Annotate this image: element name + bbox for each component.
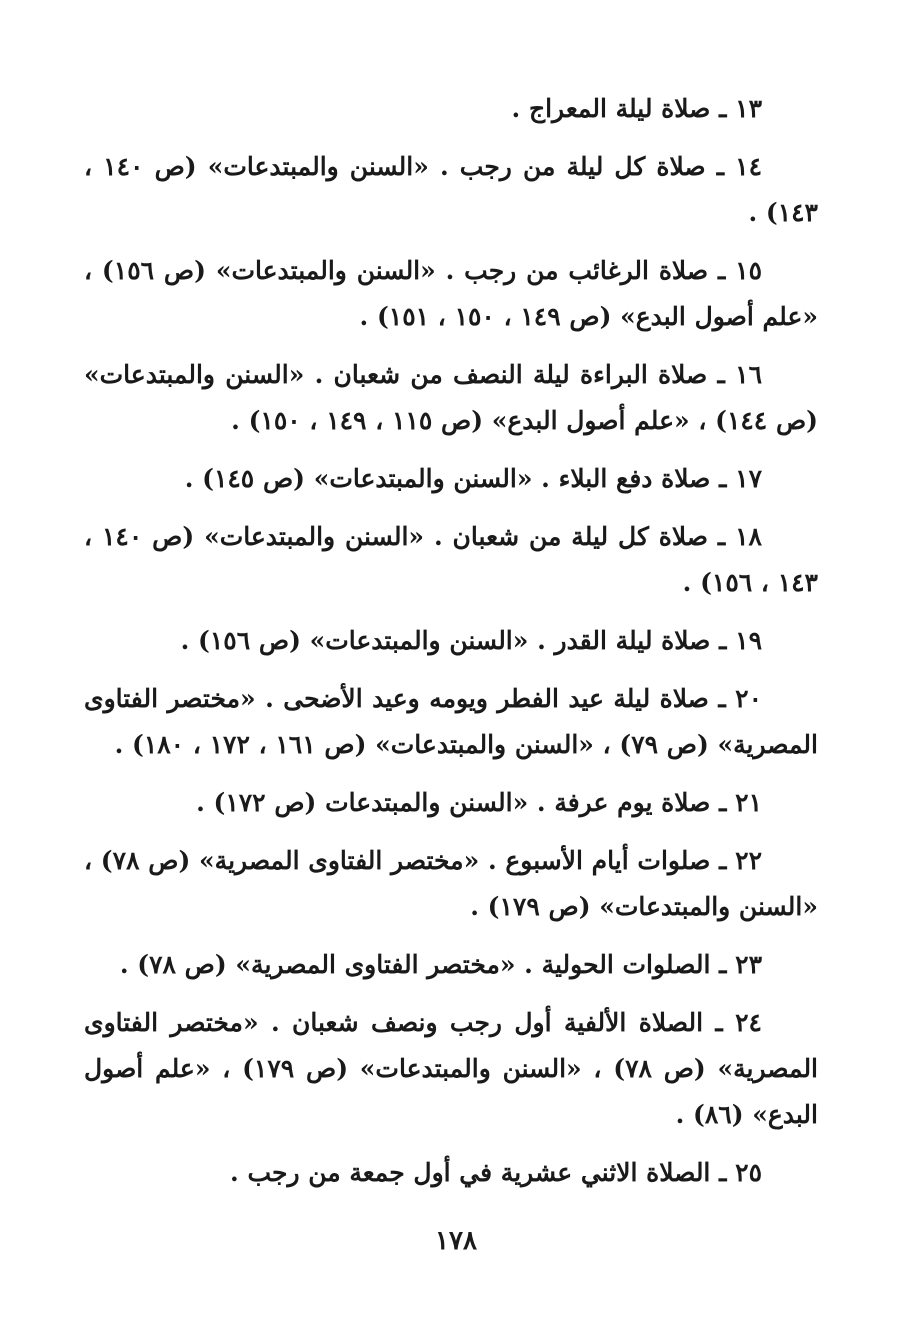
entry-number: ٢٣ ـ <box>719 950 762 979</box>
list-item <box>84 248 818 340</box>
entry-number: ٢٥ ـ <box>719 1158 762 1187</box>
entry-number: ١٦ ـ <box>717 360 762 389</box>
list-item <box>84 838 818 930</box>
list-item <box>84 942 818 988</box>
entry-text: صلاة ليلة عيد الفطر ويومه وعيد الأضحى . «مختصر الفتاوى المصرية» (ص ٧٩) ، «السنن والمبتدعات» (ص ١٦١ ، ١٧٢ ، ١٨٠) . <box>84 684 818 759</box>
entry-number: ١٧ ـ <box>719 464 762 493</box>
entry-text: صلاة كل ليلة من رجب . «السنن والمبتدعات» (ص ١٤٠ ، ١٤٣) . <box>84 152 818 227</box>
list-item <box>84 1000 818 1138</box>
entry-text: صلوات أيام الأسبوع . «مختصر الفتاوى المصرية» (ص ٧٨) ، «السنن والمبتدعات» (ص ١٧٩) . <box>84 846 818 921</box>
entry-text: صلاة كل ليلة من شعبان . «السنن والمبتدعات» (ص ١٤٠ ، ١٤٣ ، ١٥٦) . <box>84 522 818 597</box>
entry-text: الصلاة الاثني عشرية في أول جمعة من رجب . <box>230 1158 711 1187</box>
list-item <box>84 618 818 664</box>
entry-text: صلاة ليلة المعراج . <box>511 94 711 123</box>
entry-text: الصلاة الألفية أول رجب ونصف شعبان . «مختصر الفتاوى المصرية» (ص ٧٨) ، «السنن والمبتدعات» (ص ١٧٩) ، «علم أصول البدع» (٨٦) . <box>84 1008 819 1129</box>
list-item <box>84 144 818 236</box>
list-item <box>84 456 818 502</box>
entry-text: صلاة دفع البلاء . «السنن والمبتدعات» (ص ١٤٥) . <box>184 464 711 493</box>
entry-text: الصلوات الحولية . «مختصر الفتاوى المصرية» (ص ٧٨) . <box>119 950 711 979</box>
entries-list <box>84 86 818 1208</box>
list-item <box>84 352 818 444</box>
list-item <box>84 1150 818 1196</box>
entry-text: صلاة البراءة ليلة النصف من شعبان . «السنن والمبتدعات» (ص ١٤٤) ، «علم أصول البدع» (ص ١١٥ ، ١٤٩ ، ١٥٠) . <box>84 360 818 435</box>
entry-number: ١٥ ـ <box>717 256 762 285</box>
entry-number: ١٨ ـ <box>717 522 762 551</box>
entry-text: صلاة ليلة القدر . «السنن والمبتدعات» (ص ١٥٦) . <box>180 626 711 655</box>
entry-number: ١٣ ـ <box>719 94 762 123</box>
entry-text: صلاة الرغائب من رجب . «السنن والمبتدعات» (ص ١٥٦) ، «علم أصول البدع» (ص ١٤٩ ، ١٥٠ ، ١٥١) . <box>84 256 818 331</box>
entry-number: ٢٠ ـ <box>718 684 762 713</box>
list-item <box>84 514 818 606</box>
entry-text: صلاة يوم عرفة . «السنن والمبتدعات (ص ١٧٢) . <box>196 788 711 817</box>
entry-number: ٢٤ ـ <box>715 1008 762 1037</box>
list-item <box>84 86 818 132</box>
list-item <box>84 780 818 826</box>
entry-number: ٢٢ ـ <box>719 846 762 875</box>
entry-number: ٢١ ـ <box>719 788 762 817</box>
entry-number: ١٤ ـ <box>716 152 762 181</box>
list-item <box>84 676 818 768</box>
page-number: ١٧٨ <box>435 1226 477 1256</box>
entry-number: ١٩ ـ <box>719 626 762 655</box>
